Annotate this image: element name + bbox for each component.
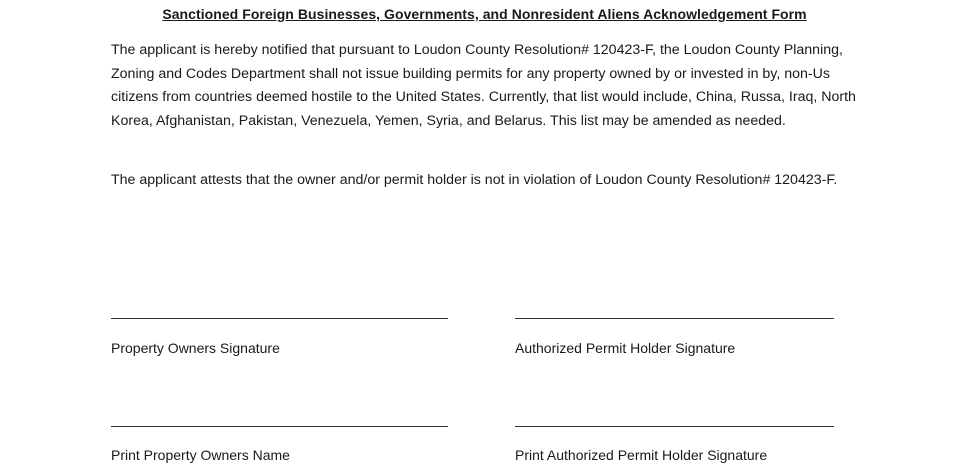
permit-holder-signature-label: Authorized Permit Holder Signature (515, 340, 736, 356)
property-owner-signature-label: Property Owners Signature (111, 340, 280, 356)
print-owner-name-line[interactable] (111, 426, 448, 427)
attestation-paragraph: The applicant attests that the owner and/or permit holder is not in violation of Loudon County Resolution# 120423-F. (111, 172, 838, 188)
print-permit-holder-label: Print Authorized Permit Holder Signature (515, 447, 768, 463)
permit-holder-signature-line[interactable] (515, 318, 834, 319)
notice-paragraph: The applicant is hereby notified that pursuant to Loudon County Resolution# 120423-F, the Loudon County Planning, Zoning and Codes Department shall not issue building permits for any property owned by or invested in by, non-Us citizens from countries deemed hostile to the United States. Currently, that list would include, China, Russa, Iraq, North Korea, Afghanistan, Pakistan, Venezuela, Yemen, Syria, and Belarus. This list may be amended as needed. (111, 42, 856, 129)
print-permit-holder-line[interactable] (515, 426, 834, 427)
form-title: Sanctioned Foreign Businesses, Governments, and Nonresident Aliens Acknowledgement Form (162, 6, 807, 22)
print-owner-name-label: Print Property Owners Name (111, 447, 290, 463)
property-owner-signature-line[interactable] (111, 318, 448, 319)
